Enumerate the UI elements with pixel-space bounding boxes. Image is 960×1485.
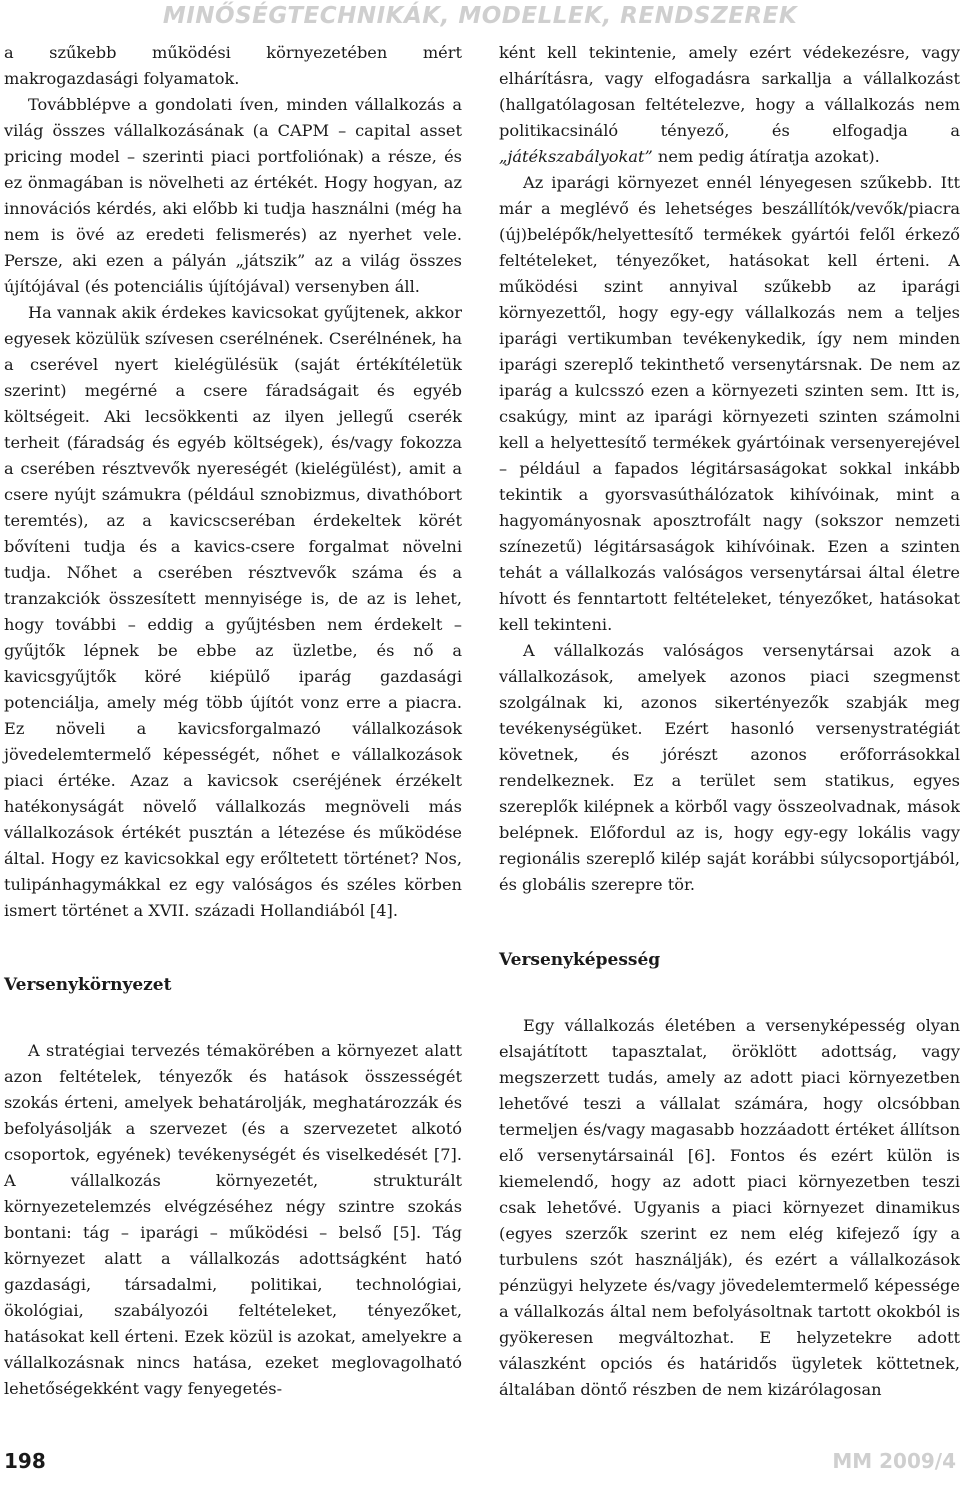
paragraph: Továbblépve a gondolati íven, minden vállalkozás a világ összes vállalkozásának (a CAPM – capital asset pricing model – szerinti piaci portfoliónak) a része, és ez önmagában is növelheti az értékét. Hogy hogyan, az innovációs kérdés, aki előbb ki tudja használni (még ha nem is övé az eredeti felismerés) az nyerhet vele. Persze, aki ezen a pályán „játszik” az a világ összes újítójával (és potenciális újítójával) versenyben áll. — [4, 95, 462, 296]
left-column — [4, 40, 462, 1402]
italic-phrase: „játékszabályokat” — [499, 147, 653, 166]
paragraph — [499, 40, 960, 170]
paragraph: A stratégiai tervezés témakörében a környezet alatt azon feltételek, tényezők és hatások összességét szokás érteni, amelyek behatárolják, meghatározzák és befolyásolják a szervezet (és a szervezetet alkotó csoportok, egyének) tevékenységét és viselkedését [7]. A vállalkozás környezetét, strukturált környezetelemzés elvégzéséhez négy szintre szokás bontani: tág – iparági – működési – belső [5]. Tág környezet alatt a vállalkozás adottságként ható gazdasági, társadalmi, politikai, technológiai, ökológiai, szabályozói feltételeket, tényezőket, hatásokat kell érteni. Ezek közül is azokat, amelyekre a vállalkozásnak nincs hatása, ezeket meglovagolható lehetőségekként vagy fenyegetés- — [4, 1041, 462, 1398]
journal-issue: MM 2009/4 — [832, 1449, 956, 1473]
spacer — [499, 973, 960, 1013]
paragraph-text: ként kell tekintenie, amely ezért védekezésre, vagy elhárításra, vagy elfogadásra sarkallja a vállalkozást (hallgatólagosan feltételezve, hogy a vállalkozás nem politikacsináló tényező, és elfogadja a — [499, 43, 960, 140]
section-heading-versenykepesseg: Versenyképesség — [499, 950, 661, 970]
spacer — [4, 998, 462, 1038]
paragraph-text: nem pedig átíratja azokat). — [652, 147, 880, 166]
right-column — [499, 40, 960, 1403]
paragraph: Egy vállalkozás életében a versenyképesség olyan elsajátított tapasztalat, öröklött adottság, vagy megszerzett tudás, amely az adott piaci környezetben lehetővé teszi a vállalat számára, hogy olcsóbban termeljen és/vagy magasabb hozzáadott értéket állítson elő versenytársainál [6]. Fontos és ezért külön is kiemelendő, hogy az adott piaci környezetben teszi csak lehetővé. Ugyanis a piaci környezet dinamikus (egyes szerzők szerint ez nem elég kifejező így a turbulens szót használják), és ezért a vállalkozások pénzügyi helyzete és/vagy jövedelemtermelő képessége a vállalkozás által nem befolyásoltnak tartott okokból is gyökeresen megváltozhat. E helyzetekre adott válaszként opciós és határidős ügyletek köttetnek, általában döntő részben de nem kizárólagosan — [499, 1016, 960, 1399]
page-number: 198 — [4, 1449, 46, 1473]
running-header: MINŐSÉGTECHNIKÁK, MODELLEK, RENDSZEREK — [162, 3, 798, 29]
paragraph: Ha vannak akik érdekes kavicsokat gyűjtenek, akkor egyesek közülük szívesen cserélnének. Cserélnének, ha a cserével nyert kielégülésük (saját értékítéletük szerint) megérné a csere fáradságait és egyéb költségeit. Aki lecsökkenti az ilyen jellegű cserék terheit (fáradság és egyéb költségek), és/vagy fokozza a cserében résztvevők nyereségét (kielégülést), amit a csere nyújt számukra (például sznobizmus, divathóbort teremtés), az a kavicscseréban érdekeltek körét bővíteni tudja és a kavics-csere forgalmat növelni tudja. Nőhet a cserében résztvevők száma és a tranzakciók összesített mennyisége is, de az is lehet, hogy további – eddig a gyűjtésben nem érdekelt – gyűjtők lépnek be ebbe az üzletbe, és nő a kavicsgyűjtők köré kiépülő iparág gazdasági potenciálja, amely még több újítót vonz erre a piacra. Ez növeli a kavicsforgalmazó vállalkozások jövedelemtermelő képességét, nőhet e vállalkozások piaci értéke. Azaz a kavicsok cseréjének érzékelt hatékonyságát növelő vállalkozás megnöveli más vállalkozások értékét pusztán a létezése és működése által. Hogy ez kavicsokkal egy erőltetett történet? Nos, tulipánhagymákkal ez egy valóságos és széles körben ismert történet a XVII. századi Hollandiából [4]. — [4, 303, 462, 920]
section-heading-versenykornyezet: Versenykörnyezet — [4, 975, 172, 995]
paragraph: a szűkebb működési környezetében mért makrogazdasági folyamatok. — [4, 43, 462, 88]
spacer — [499, 898, 960, 947]
spacer — [4, 924, 462, 972]
paragraph: A vállalkozás valóságos versenytársai azok a vállalkozások, amelyek azonos piaci szegmenst szolgálnak ki, azonos sikertényezők szabják meg tevékenységüket. Ezért hasonló versenystratégiát követnek, és jórészt azonos erőforrásokkal rendelkeznek. Ez a terület sem statikus, egyes szereplők kilépnek a körből vagy összeolvadnak, mások belépnek. Előfordul az is, hogy egy-egy lokális vagy regionális szereplő kilép saját korábbi súlycsoportjából, és globális szerepre tör. — [499, 641, 960, 894]
paragraph: Az iparági környezet ennél lényegesen szűkebb. Itt már a meglévő és lehetséges beszállítók/vevők/piacra (új)belépők/helyettesítő termékek gyártói felől érkező feltételeket, tényezőket, hatásokat kell érteni. A működési szint annyival szűkebb az iparági környezettől, hogy egy-egy vállalkozás nem a teljes iparági vertikumban tevékenykedik, így nem minden iparági szereplő tekinthető versenytársnak. De nem az iparág a kulcsszó ezen a környezeti szinten sem. Itt is, csakúgy, mint az iparági környezeti szinten számolni kell a helyettesítő termékek gyártóinak versenyerejével – például a fapados légitársaságokat sokkal inkább tekintik a gyorsvasúthálózatok kihívóinak, mint a hagyományosnak aposztrofált nagy (sokszor nemzeti színezetű) légitársaságok kihívóinak. Ezen a szinten tehát a vállalkozás valóságos versenytársai által életre hívott és fenntartott feltételeket, tényezőket, hatásokat kell tekinteni. — [499, 173, 960, 634]
